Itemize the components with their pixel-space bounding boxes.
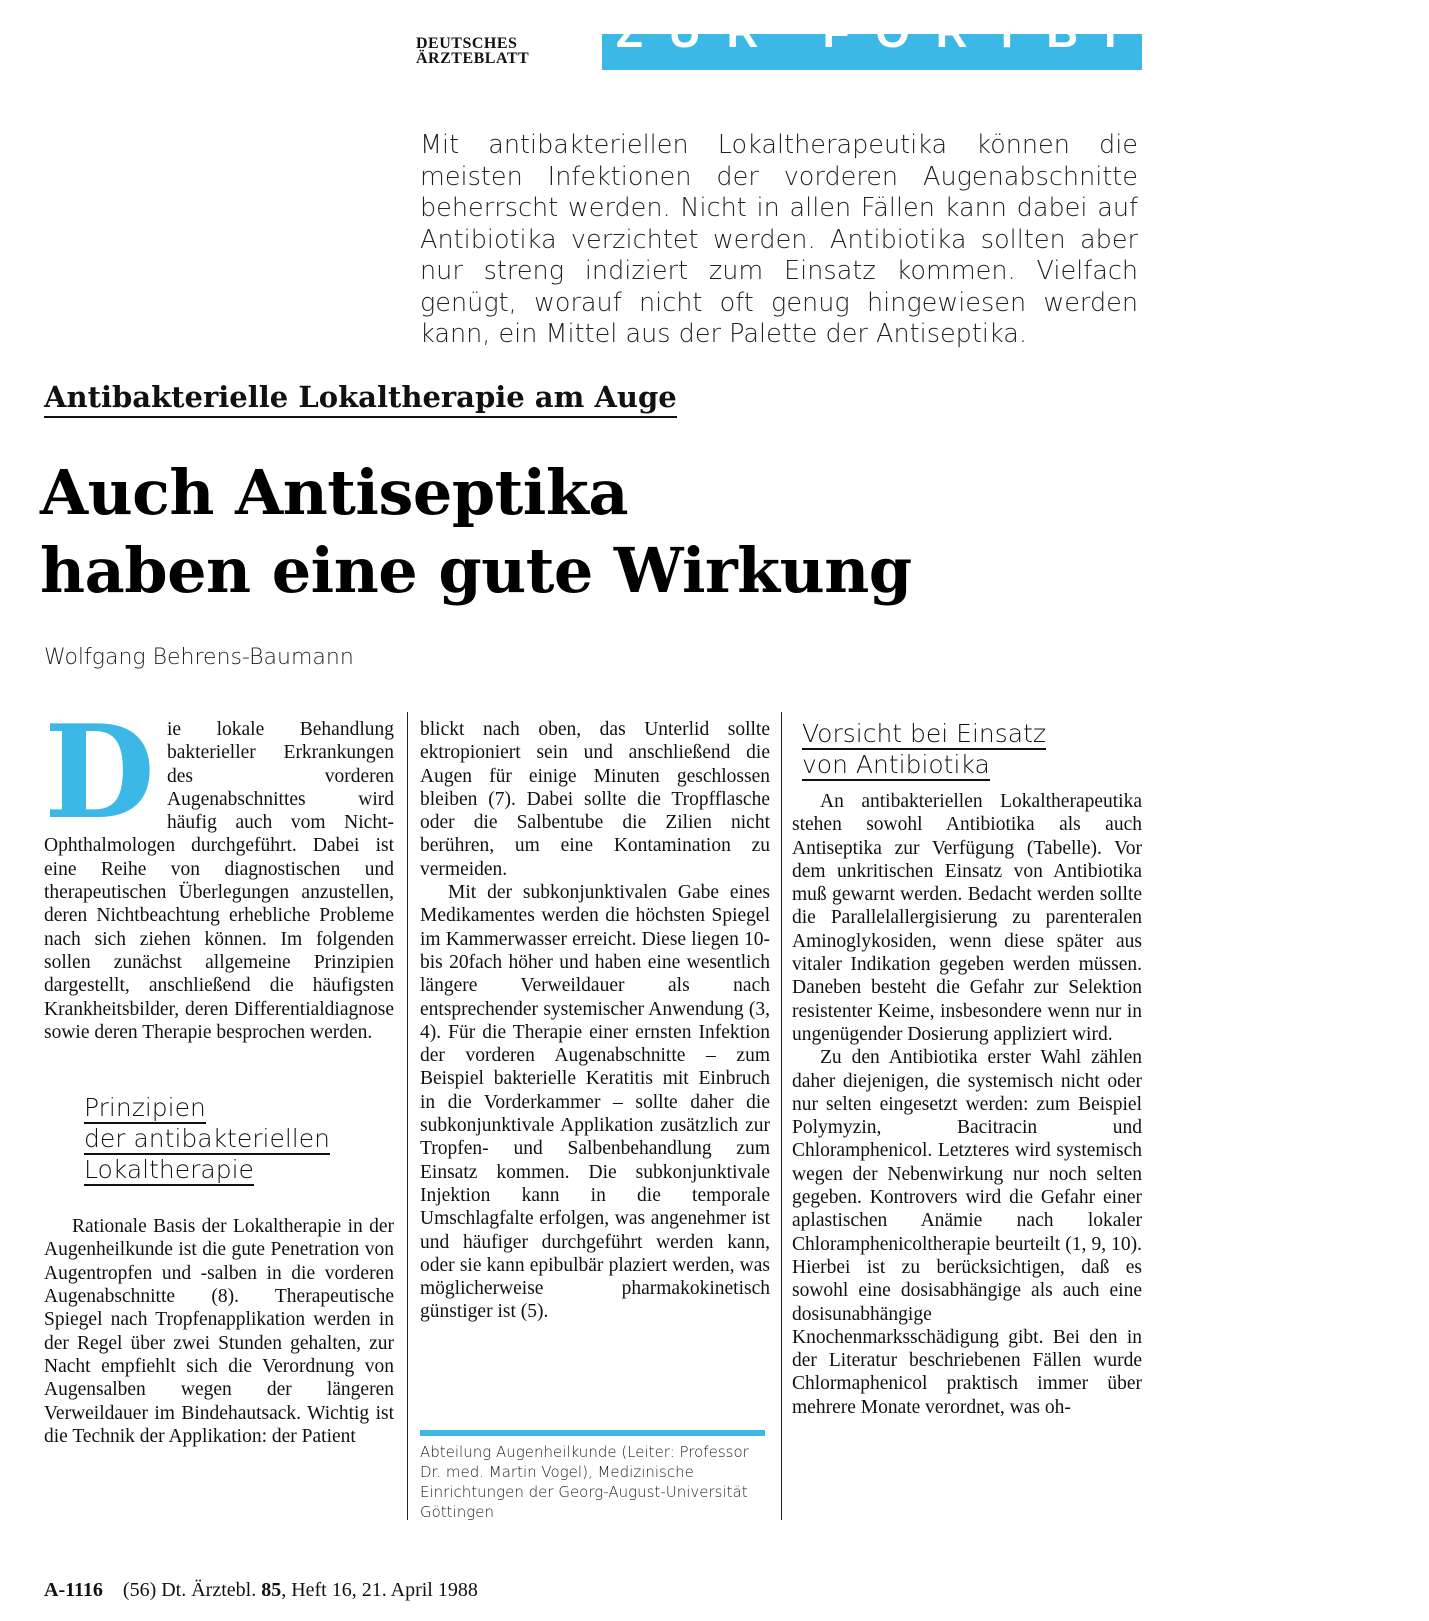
page-number: A-1116 <box>44 1579 103 1601</box>
page-footer <box>44 1579 478 1602</box>
column-2 <box>420 718 770 1324</box>
journal-citation: (56) Dt. Ärztebl. <box>122 1579 257 1601</box>
intro-paragraph: ie lokale Behandlung bakterieller Erkrankungen des vorderen Augenabschnittes wird häufig auch vom Nicht-Ophthalmologen durchgeführt. Dabei ist eine Reihe von diagnostischen und therapeutischen Überlegungen anzustellen, deren Nichtbeachtung erhebliche Probleme nach sich ziehen können. Im folgenden sollen zunächst allgemeine Prinzipien dargestellt, anschließend die häufigsten Krankheitsbilder, deren Differentialdiagnose sowie deren Therapie besprochen werden. <box>44 719 394 1043</box>
body-paragraph: blickt nach oben, das Unterlid sollte ektropioniert sein und anschließend die Augen für einige Minuten geschlossen bleiben (7). Dabei sollte die Tropfflasche oder die Salbentube die Zilien nicht berühren, um eine Kontamination zu vermeiden. <box>420 719 770 880</box>
body-paragraph: An antibakteriellen Lokaltherapeutika stehen sowohl Antibiotika als auch Antiseptika zur Verfügung (Tabelle). Vor dem unkritischen Einsatz von Antibiotika muß gewarnt werden. Bedacht werden sollte die Parallelallergisierung zu parenteralen Aminoglykosiden, wenn diese später aus vitaler Indikation gegeben werden müssen. Daneben besteht die Gefahr zur Selektion resistenter Keime, insbesondere wenn nur in ungenügender Dosierung appliziert wird. <box>792 791 1142 1045</box>
section-banner <box>602 8 1429 70</box>
headline-line2: haben eine gute Wirkung <box>40 534 912 607</box>
issue-date: , Heft 16, 21. April 1988 <box>281 1579 478 1601</box>
headline-line1: Auch Antiseptika <box>40 456 628 529</box>
author-affiliation: Abteilung Augenheilkunde (Leiter: Professor Dr. med. Martin Vogel), Medizinische Einrichtungen der Georg-August-Universität Göttingen <box>420 1443 749 1521</box>
journal-volume: 85 <box>261 1579 282 1601</box>
column-divider <box>781 712 782 1520</box>
headline <box>40 454 912 610</box>
section-banner-text: ZUR FORTBILDUNG <box>616 8 1429 57</box>
drop-cap: D <box>44 698 155 848</box>
masthead-line1: DEUTSCHES <box>416 35 518 52</box>
kicker: Antibakterielle Lokaltherapie am Auge <box>44 380 677 418</box>
section-heading-line: der antibakteriellen <box>84 1124 330 1154</box>
section-heading-caution <box>802 718 1142 780</box>
section-heading-line: Prinzipien <box>84 1093 206 1123</box>
body-paragraph: Mit der subkonjunktivalen Gabe eines Medikamentes werden die höchsten Spiegel im Kammerwasser erreicht. Diese liegen 10- bis 20fach höher und haben eine wesentlich längere Verweildauer als nach entsprechender systemischer Anwendung (3, 4). Für die Therapie einer ernsten Infektion der vorderen Augenabschnitte – zum Beispiel bakterielle Keratitis mit Einbruch in die Vorderkammer – sollte daher die subkonjunktivale Applikation zusätzlich zur Tropfen- und Salbenbehandlung zum Einsatz kommen. Die subkonjunktivale Injektion kann in die temporale Umschlagfalte erfolgen, was angenehmer ist und häufiger durchgeführt werden kann, oder sie kann epibulbär plaziert werden, was möglicherweise pharmakokinetisch günstiger ist (5). <box>420 882 770 1323</box>
body-paragraph: Zu den Antibiotika erster Wahl zählen daher diejenigen, die systemisch nicht oder nur selten eingesetzt werden: zum Beispiel Polymyzin, Bacitracin und Chloramphenicol. Letzteres wird systemisch wegen der Nebenwirkung nur noch selten gegeben. Kontrovers wird die Gefahr einer aplastischen Anämie nach lokaler Chloramphenicoltherapie beurteilt (1, 9, 10). Hierbei ist zu berücksichtigen, daß es sowohl eine dosisabhängige als auch eine dosisunabhängige Knochenmarksschädigung gibt. Bei den in der Literatur beschriebenen Fällen wurde Chlormaphenicol praktisch immer über mehrere Monate verordnet, was oh- <box>792 1047 1142 1418</box>
section-heading-line: Vorsicht bei Einsatz <box>802 719 1047 748</box>
section-heading-line: Lokaltherapie <box>84 1155 254 1185</box>
masthead-line2: ÄRZTEBLATT <box>416 50 530 67</box>
affiliation-rule <box>420 1430 765 1436</box>
masthead <box>416 36 529 66</box>
column-3 <box>792 718 1142 1419</box>
body-paragraph: Rationale Basis der Lokaltherapie in der Augenheilkunde ist die gute Penetration von Augentropfen und -salben in die vorderen Augenabschnitte (8). Therapeutische Spiegel nach Tropfenapplikation werden in der Regel über zwei Stunden gehalten, zur Nacht empfiehlt sich die Verordnung von Augensalben wegen der längeren Verweildauer im Bindehautsack. Wichtig ist die Technik der Applikation: der Patient <box>44 1216 394 1447</box>
lead-paragraph: Mit antibakteriellen Lokaltherapeutika können die meisten Infektionen der vorderen Augenabschnitte beherrscht werden. Nicht in allen Fällen kann dabei auf Antibiotika verzichtet werden. Antibiotika sollten aber nur streng indiziert zum Einsatz kommen. Vielfach genügt, worauf nicht oft genug hingewiesen werden kann, ein Mittel aus der Palette der Antiseptika. <box>420 130 1138 349</box>
column-1 <box>44 698 394 1448</box>
column-divider <box>407 712 408 1520</box>
author: Wolfgang Behrens-Baumann <box>44 645 354 670</box>
section-heading-line: von Antibiotika <box>802 750 990 779</box>
section-heading-principles <box>84 1092 394 1185</box>
